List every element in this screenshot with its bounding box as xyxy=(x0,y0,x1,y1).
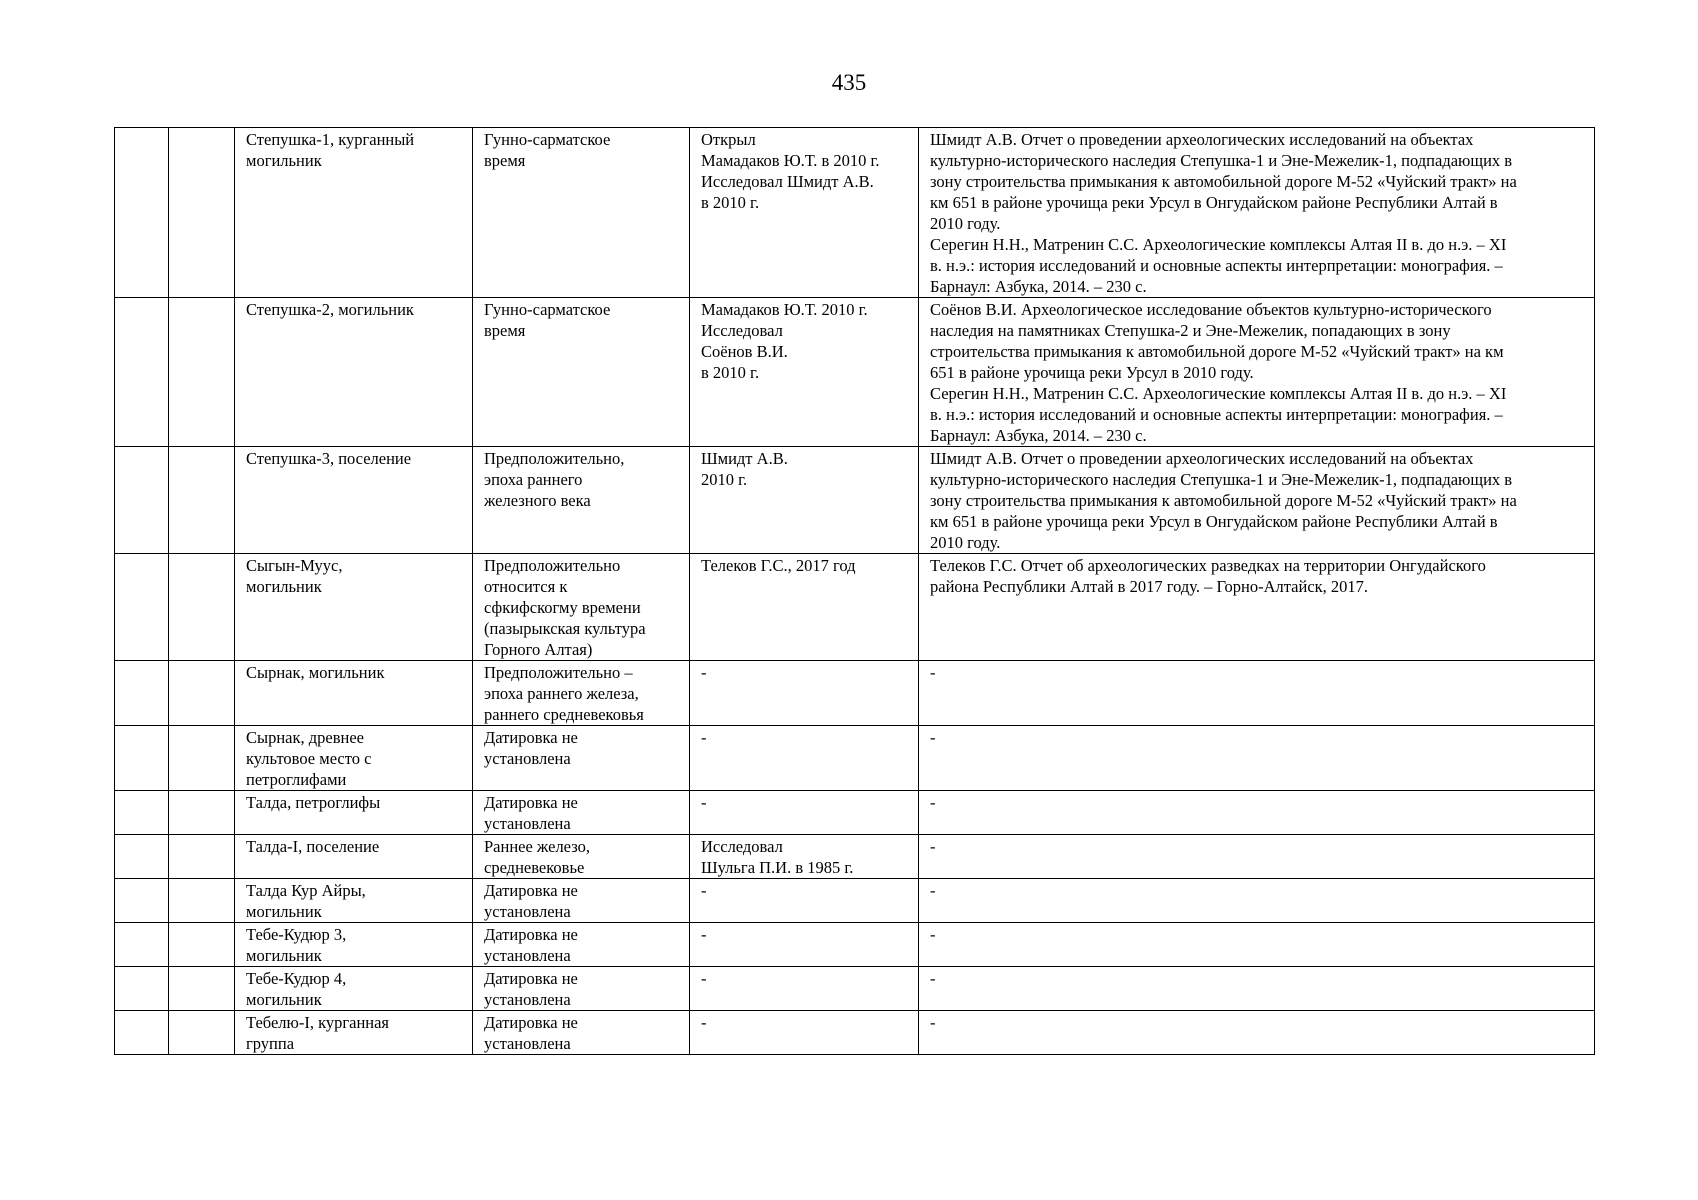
table-row xyxy=(115,967,1595,1011)
research-cell: - xyxy=(690,726,919,791)
site-name-cell: Талда, петроглифы xyxy=(235,791,473,835)
number-cell xyxy=(115,554,169,661)
number-cell xyxy=(115,835,169,879)
site-name-cell: Сырнак, могильник xyxy=(235,661,473,726)
sources-cell: - xyxy=(919,879,1595,923)
research-cell: - xyxy=(690,879,919,923)
number-cell xyxy=(115,661,169,726)
sources-cell: Телеков Г.С. Отчет об археологических разведках на территории Онгудайского района Республики Алтай в 2017 году. – Горно-Алтайск, 2017. xyxy=(919,554,1595,661)
table-row xyxy=(115,923,1595,967)
number-cell xyxy=(115,128,169,298)
number-cell xyxy=(115,726,169,791)
code-cell xyxy=(169,447,235,554)
table-body xyxy=(115,128,1595,1055)
research-cell: - xyxy=(690,661,919,726)
dating-cell: Датировка не установлена xyxy=(473,791,690,835)
sources-cell: - xyxy=(919,923,1595,967)
number-cell xyxy=(115,1011,169,1055)
code-cell xyxy=(169,726,235,791)
code-cell xyxy=(169,661,235,726)
sources-cell: - xyxy=(919,967,1595,1011)
number-cell xyxy=(115,967,169,1011)
code-cell xyxy=(169,791,235,835)
number-cell xyxy=(115,298,169,447)
code-cell xyxy=(169,298,235,447)
sources-cell: Шмидт А.В. Отчет о проведении археологических исследований на объектах культурно-исторического наследия Степушка-1 и Эне-Межелик-1, подпадающих в зону строительства примыкания к автомобильной дороге М-52 «Чуйский тракт» на км 651 в районе урочища реки Урсул в Онгудайском районе Республики Алтай в 2010 году. xyxy=(919,447,1595,554)
site-name-cell: Степушка-2, могильник xyxy=(235,298,473,447)
site-name-cell: Талда-I, поселение xyxy=(235,835,473,879)
research-cell: - xyxy=(690,967,919,1011)
site-name-cell: Тебе-Кудюр 4, могильник xyxy=(235,967,473,1011)
number-cell xyxy=(115,447,169,554)
code-cell xyxy=(169,967,235,1011)
code-cell xyxy=(169,554,235,661)
table-row xyxy=(115,791,1595,835)
number-cell xyxy=(115,791,169,835)
sources-cell: Соёнов В.И. Археологическое исследование объектов культурно-исторического наследия на памятниках Степушка-2 и Эне-Межелик, попадающих в зону строительства примыкания к автомобильной дороге М-52 «Чуйский тракт» на км 651 в районе урочища реки Урсул в 2010 году. Серегин Н.Н., Матренин С.С. Археологические комплексы Алтая II в. до н.э. – XI в. н.э.: история исследований и основные аспекты интерпретации: монография. – Барнаул: Азбука, 2014. – 230 с. xyxy=(919,298,1595,447)
dating-cell: Раннее железо, средневековье xyxy=(473,835,690,879)
sources-cell: - xyxy=(919,1011,1595,1055)
research-cell: Телеков Г.С., 2017 год xyxy=(690,554,919,661)
page-number: 435 xyxy=(831,70,867,95)
dating-cell: Датировка не установлена xyxy=(473,1011,690,1055)
dating-cell: Предположительно – эпоха раннего железа, раннего средневековья xyxy=(473,661,690,726)
dating-cell: Гунно-сарматское время xyxy=(473,128,690,298)
site-name-cell: Талда Кур Айры, могильник xyxy=(235,879,473,923)
table-row xyxy=(115,661,1595,726)
dating-cell: Предположительно относится к сфкифскогму времени (пазырыкская культура Горного Алтая) xyxy=(473,554,690,661)
sources-cell: Шмидт А.В. Отчет о проведении археологических исследований на объектах культурно-исторического наследия Степушка-1 и Эне-Межелик-1, подпадающих в зону строительства примыкания к автомобильной дороге М-52 «Чуйский тракт» на км 651 в районе урочища реки Урсул в Онгудайском районе Республики Алтай в 2010 году. Серегин Н.Н., Матренин С.С. Археологические комплексы Алтая II в. до н.э. – XI в. н.э.: история исследований и основные аспекты интерпретации: монография. – Барнаул: Азбука, 2014. – 230 с. xyxy=(919,128,1595,298)
table-row xyxy=(115,298,1595,447)
code-cell xyxy=(169,835,235,879)
dating-cell: Датировка не установлена xyxy=(473,879,690,923)
code-cell xyxy=(169,1011,235,1055)
table-row xyxy=(115,1011,1595,1055)
code-cell xyxy=(169,128,235,298)
table-row xyxy=(115,447,1595,554)
dating-cell: Датировка не установлена xyxy=(473,726,690,791)
dating-cell: Датировка не установлена xyxy=(473,923,690,967)
research-cell: Шмидт А.В. 2010 г. xyxy=(690,447,919,554)
table-row xyxy=(115,835,1595,879)
research-cell: - xyxy=(690,791,919,835)
site-name-cell: Степушка-1, курганный могильник xyxy=(235,128,473,298)
number-cell xyxy=(115,879,169,923)
sources-cell: - xyxy=(919,791,1595,835)
table-row xyxy=(115,879,1595,923)
sources-cell: - xyxy=(919,726,1595,791)
research-cell: - xyxy=(690,1011,919,1055)
research-cell: Открыл Мамадаков Ю.Т. в 2010 г. Исследовал Шмидт А.В. в 2010 г. xyxy=(690,128,919,298)
table-row xyxy=(115,128,1595,298)
site-name-cell: Сыгын-Муус, могильник xyxy=(235,554,473,661)
code-cell xyxy=(169,879,235,923)
site-name-cell: Сырнак, древнее культовое место с петроглифами xyxy=(235,726,473,791)
number-cell xyxy=(115,923,169,967)
research-cell: Мамадаков Ю.Т. 2010 г. Исследовал Соёнов В.И. в 2010 г. xyxy=(690,298,919,447)
research-cell: - xyxy=(690,923,919,967)
research-cell: Исследовал Шульга П.И. в 1985 г. xyxy=(690,835,919,879)
sources-cell: - xyxy=(919,661,1595,726)
monuments-table xyxy=(114,127,1595,1055)
site-name-cell: Тебе-Кудюр 3, могильник xyxy=(235,923,473,967)
dating-cell: Предположительно, эпоха раннего железного века xyxy=(473,447,690,554)
site-name-cell: Тебелю-I, курганная группа xyxy=(235,1011,473,1055)
code-cell xyxy=(169,923,235,967)
table-row xyxy=(115,554,1595,661)
dating-cell: Гунно-сарматское время xyxy=(473,298,690,447)
site-name-cell: Степушка-3, поселение xyxy=(235,447,473,554)
table-row xyxy=(115,726,1595,791)
sources-cell: - xyxy=(919,835,1595,879)
dating-cell: Датировка не установлена xyxy=(473,967,690,1011)
